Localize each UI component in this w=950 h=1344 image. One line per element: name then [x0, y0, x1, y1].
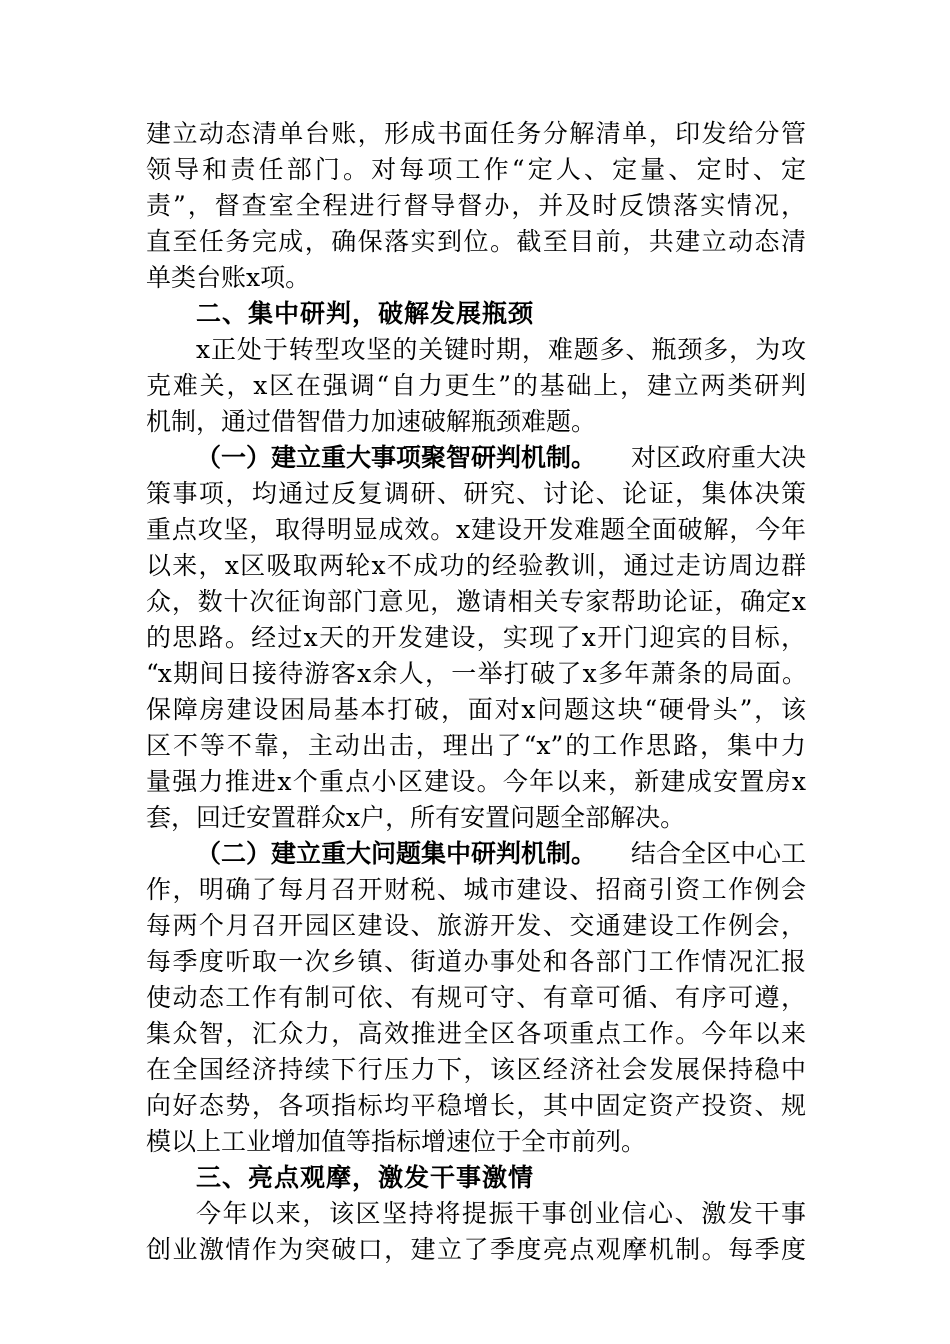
subsection-text: 结合全区中心工: [630, 839, 806, 868]
paragraph-line: 集众智，汇众力，高效推进全区各项重点工作。今年以来: [146, 1019, 806, 1048]
paragraph-line: 众，数十次征询部门意见，邀请相关专家帮助论证，确定x: [146, 587, 806, 616]
paragraph-line: x正处于转型攻坚的关键时期，难题多、瓶颈多，为攻: [196, 335, 806, 364]
paragraph-line: 套，回迁安置群众x户，所有安置问题全部解决。: [146, 803, 686, 832]
paragraph-line: 作，明确了每月召开财税、城市建设、招商引资工作例会: [146, 875, 806, 904]
paragraph-line: 保障房建设困局基本打破，面对x问题这块“硬骨头”，该: [146, 695, 806, 724]
paragraph-line: 策事项，均通过反复调研、研究、讨论、论证，集体决策: [146, 479, 806, 508]
paragraph-line: 量强力推进x个重点小区建设。今年以来，新建成安置房x: [146, 767, 806, 796]
paragraph-line: 的思路。经过x天的开发建设，实现了x开门迎宾的目标，: [146, 623, 806, 652]
subsection-text: 对区政府重大决: [630, 443, 806, 472]
paragraph-line: 今年以来，该区坚持将提振干事创业信心、激发干事: [196, 1199, 806, 1228]
paragraph-line: 建立动态清单台账，形成书面任务分解清单，印发给分管: [146, 119, 806, 148]
paragraph-line: 以来，x区吸取两轮x不成功的经验教训，通过走访周边群: [146, 551, 806, 580]
subsection-first-line: [196, 836, 806, 872]
subsection-title: （二）建立重大问题集中研判机制。: [196, 839, 597, 868]
paragraph-line: 机制，通过借智借力加速破解瓶颈难题。: [146, 407, 597, 436]
section-heading: 三、亮点观摩，激发干事激情: [196, 1163, 535, 1192]
paragraph-line: 每季度听取一次乡镇、街道办事处和各部门工作情况汇报: [146, 947, 806, 976]
paragraph-line: 创业激情作为突破口，建立了季度亮点观摩机制。每季度: [146, 1235, 806, 1264]
paragraph-line: 模以上工业增加值等指标增速位于全市前列。: [146, 1127, 647, 1156]
paragraph-line: 向好态势，各项指标均平稳增长，其中固定资产投资、规: [146, 1091, 806, 1120]
paragraph-line: 单类台账x项。: [146, 263, 311, 292]
paragraph-line: 使动态工作有制可依、有规可守、有章可循、有序可遵，: [146, 983, 806, 1012]
subsection-first-line: [196, 440, 806, 476]
paragraph-line: 在全国经济持续下行压力下，该区经济社会发展保持稳中: [146, 1055, 806, 1084]
paragraph-line: 领导和责任部门。对每项工作“定人、定量、定时、定: [146, 155, 806, 184]
paragraph-line: 每两个月召开园区建设、旅游开发、交通建设工作例会，: [146, 911, 806, 940]
paragraph-line: 克难关，x区在强调“自力更生”的基础上，建立两类研判: [146, 371, 806, 400]
paragraph-line: “x期间日接待游客x余人，一举打破了x多年萧条的局面。: [146, 659, 806, 688]
section-heading: 二、集中研判，破解发展瓶颈: [196, 299, 535, 328]
paragraph-line: 直至任务完成，确保落实到位。截至目前，共建立动态清: [146, 227, 806, 256]
paragraph-line: 区不等不靠，主动出击，理出了“x”的工作思路，集中力: [146, 731, 806, 760]
subsection-title: （一）建立重大事项聚智研判机制。: [196, 443, 597, 472]
paragraph-line: 责”，督查室全程进行督导督办，并及时反馈落实情况，: [146, 191, 806, 220]
paragraph-line: 重点攻坚，取得明显成效。x建设开发难题全面破解，今年: [146, 515, 806, 544]
